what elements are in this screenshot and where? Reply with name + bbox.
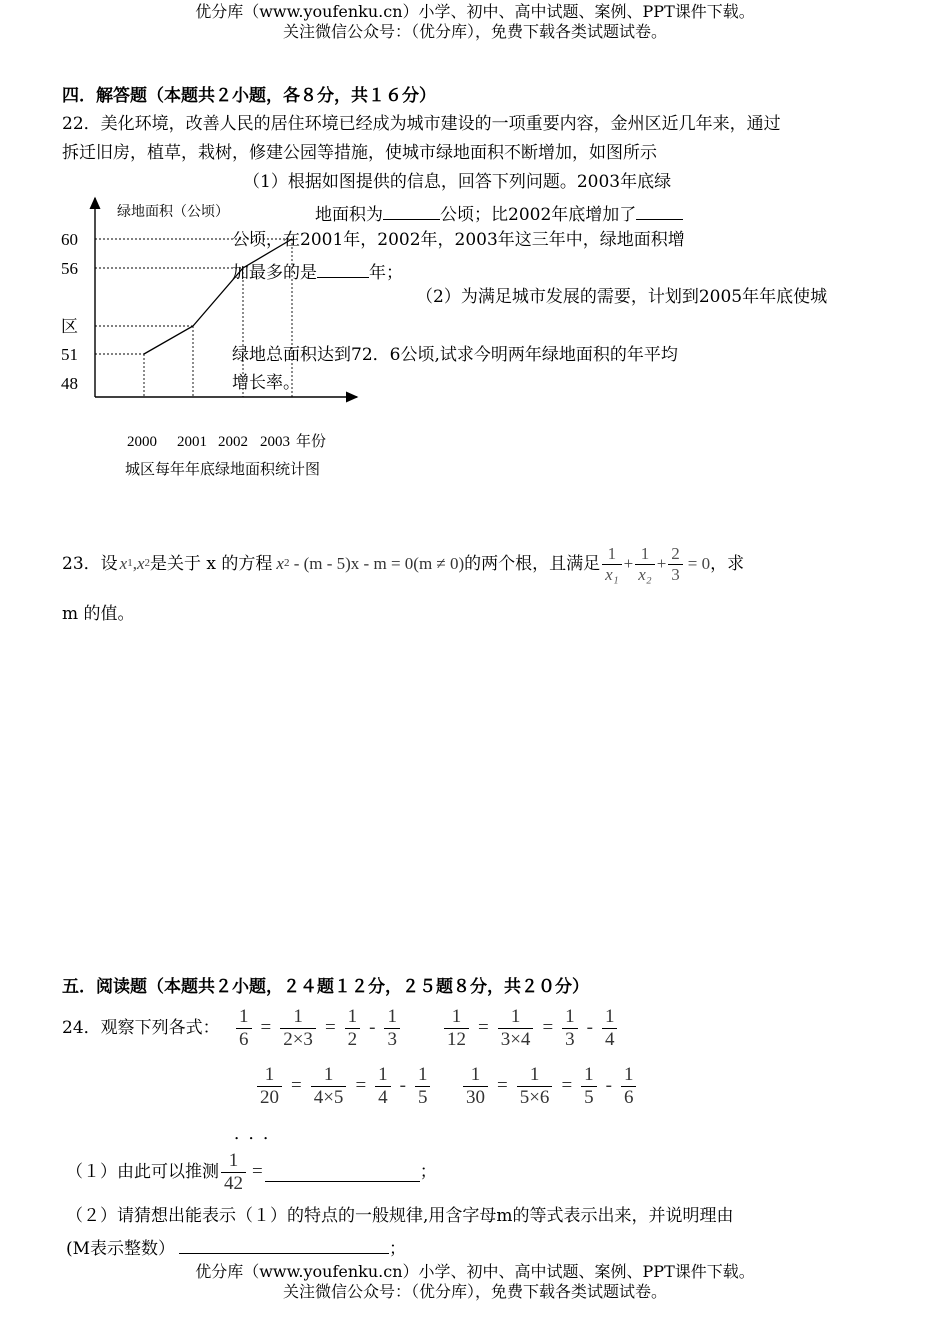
- q23-comma: ,: [132, 553, 137, 573]
- q22-part1-text-a: 地面积为: [315, 204, 383, 225]
- q23-tail: ，求: [710, 553, 745, 574]
- eq1-equals-b: =: [324, 1017, 336, 1039]
- eq1-equals-a: =: [260, 1017, 272, 1039]
- eq1-product: $\frac{1}{2\times 3}$: [280, 1006, 316, 1051]
- q23-x1-sub: 1: [127, 557, 133, 570]
- q24-part1-label: （１）由此可以推测: [66, 1162, 219, 1183]
- footer-line-1: 优分库（www.youfenku.cn）小学、初中、高中试题、案例、PPT课件下载。: [195, 1262, 755, 1281]
- q23-equals-zero: = 0: [687, 553, 711, 573]
- q24-part2-text: (M表示整数）: [66, 1238, 176, 1259]
- blank-year[interactable]: [317, 259, 369, 278]
- eq2-term-c: $\frac{1}{3}$: [562, 1006, 578, 1051]
- eq4-equals-b: =: [561, 1075, 573, 1097]
- x-tick-label: 2001: [177, 434, 207, 450]
- eq2-minus: -: [586, 1017, 593, 1039]
- eq1-minus: -: [369, 1017, 376, 1039]
- eq2-lhs: $\frac{1}{12}$: [444, 1006, 469, 1051]
- q23-plus-2: +: [656, 553, 667, 573]
- eq1-term-d: $\frac{1}{3}$: [384, 1006, 400, 1051]
- y-tick-label: 区: [61, 317, 78, 336]
- y-tick-label: 60: [61, 230, 78, 249]
- q23-line-1: [62, 544, 744, 584]
- eq4-term-d: $\frac{1}{6}$: [621, 1064, 637, 1109]
- q24-part1-frac: $\frac{1}{42}$: [221, 1150, 246, 1195]
- x-axis-label: 年份: [296, 434, 327, 450]
- q24-equation-4: [461, 1064, 638, 1109]
- q23-equation: - (m - 5)x - m = 0(m ≠ 0): [289, 553, 465, 573]
- blank-increase[interactable]: [636, 201, 683, 220]
- x-tick-label: 2000: [127, 434, 157, 450]
- q23-x2-sub: 2: [144, 557, 150, 570]
- eq2-equals-b: =: [542, 1017, 554, 1039]
- q23-eq-x: x: [276, 553, 284, 573]
- q24-part-1: [66, 1150, 437, 1195]
- section-5-title: 五．阅读题（本题共２小题，２４题１２分，２５题８分，共２０分）: [62, 977, 589, 997]
- eq4-lhs: $\frac{1}{30}$: [463, 1064, 488, 1109]
- series-line: [144, 239, 292, 354]
- q22-part1-text-c: 加最多的是: [232, 262, 317, 283]
- eq4-equals-a: =: [497, 1075, 508, 1097]
- q23-x1: x: [119, 553, 128, 573]
- eq3-product: $\frac{1}{4\times 5}$: [311, 1064, 347, 1109]
- q24-equation-3: [255, 1064, 432, 1109]
- q22-part2-line-1: （2）为满足城市发展的需要，计划到2005年年底使城: [416, 287, 828, 307]
- q24-ellipsis: ．．．: [234, 1124, 286, 1144]
- x-tick-label: 2003: [260, 434, 290, 450]
- footer-line-2: 关注微信公众号：（优分库），免费下载各类试题试卷。: [282, 1282, 667, 1301]
- q24-part1-answer-blank[interactable]: [265, 1163, 420, 1182]
- q23-plus-1: +: [623, 553, 634, 573]
- q24-part2-answer-blank[interactable]: [179, 1235, 389, 1254]
- q22-part2-line-2: 绿地总面积达到72．6公顷,试求今明两年绿地面积的年平均: [232, 345, 678, 365]
- eq1-lhs: $\frac{1}{6}$: [236, 1006, 252, 1051]
- eq2-product: $\frac{1}{3\times 4}$: [498, 1006, 534, 1051]
- q22-part1-text-b: 公顷；比2002年底增加了: [440, 204, 637, 225]
- x-tick-label: 2002: [218, 434, 248, 450]
- section-4-title: 四．解答题（本题共２小题，各８分，共１６分）: [62, 86, 436, 106]
- q22-part1-line-3: 公顷，在2001年，2002年，2003年这三年中，绿地面积增: [232, 230, 685, 250]
- eq3-term-d: $\frac{1}{5}$: [415, 1064, 431, 1109]
- eq1-term-c: $\frac{1}{2}$: [345, 1006, 361, 1051]
- q23-x2: x: [136, 553, 145, 573]
- y-tick-label: 56: [61, 259, 78, 278]
- eq2-term-d: $\frac{1}{4}$: [602, 1006, 618, 1051]
- q22-part1-text-d: 年；: [369, 262, 403, 283]
- y-axis-label: 绿地面积（公顷）: [117, 205, 229, 220]
- eq4-minus: -: [605, 1075, 612, 1097]
- q23-frac-3: $\frac{2}{3}$: [668, 544, 683, 584]
- q24-part2-end: ；: [389, 1238, 407, 1259]
- blank-area-2003[interactable]: [383, 201, 440, 220]
- q24-equation-1: [234, 1006, 402, 1051]
- q22-part1-line-1: （1）根据如图提供的信息，回答下列问题。2003年底绿: [243, 172, 672, 192]
- q22-intro-line-1: 22．美化环境，改善人民的居住环境已经成为城市建设的一项重要内容，金州区近几年来，通过: [62, 114, 781, 134]
- q23-eq-sup: 2: [283, 557, 290, 570]
- y-tick-label: 51: [61, 345, 78, 364]
- q24-label: 24．观察下列各式：: [62, 1018, 220, 1038]
- q22-part2-line-3: 增长率。: [232, 373, 300, 393]
- eq4-term-c: $\frac{1}{5}$: [581, 1064, 597, 1109]
- q23-mid-text: 是关于 x 的方程: [149, 553, 273, 574]
- q24-equation-2: [442, 1006, 619, 1051]
- eq3-lhs: $\frac{1}{20}$: [257, 1064, 282, 1109]
- q23-frac-2: $\frac{1}{\text{x₂}}$: [635, 544, 654, 584]
- chart-title: 城区每年年底绿地面积统计图: [125, 462, 321, 478]
- header-line-1: 优分库（www.youfenku.cn）小学、初中、高中试题、案例、PPT课件下载。: [195, 2, 755, 21]
- q23-line-2: m 的值。: [62, 604, 135, 624]
- q24-part1-equals: =: [252, 1160, 263, 1182]
- q22-intro-line-2: 拆迁旧房，植草，栽树，修建公园等措施，使城市绿地面积不断增加，如图所示: [62, 143, 657, 163]
- q23-after-text: 的两个根，且满足: [464, 553, 601, 574]
- q24-part1-end: ；: [419, 1162, 437, 1183]
- header-line-2: 关注微信公众号：（优分库），免费下载各类试题试卷。: [282, 22, 667, 41]
- q24-part2-line-2: [66, 1235, 406, 1259]
- eq2-equals-a: =: [478, 1017, 489, 1039]
- eq3-minus: -: [399, 1075, 406, 1097]
- q23-number: 23．设: [62, 553, 118, 574]
- q22-part1-line-2: [315, 201, 683, 225]
- eq3-term-c: $\frac{1}{4}$: [375, 1064, 391, 1109]
- q24-part2-line-1: （２）请猜想出能表示（１）的特点的一般规律,用含字母m的等式表示出来，并说明理由: [66, 1206, 734, 1226]
- y-tick-label: 48: [61, 374, 78, 393]
- eq3-equals-b: =: [355, 1075, 367, 1097]
- q23-frac-1: $\frac{1}{\text{x₁}}$: [602, 544, 621, 584]
- eq3-equals-a: =: [291, 1075, 302, 1097]
- q22-part1-line-4: [232, 259, 403, 283]
- eq4-product: $\frac{1}{5\times 6}$: [517, 1064, 553, 1109]
